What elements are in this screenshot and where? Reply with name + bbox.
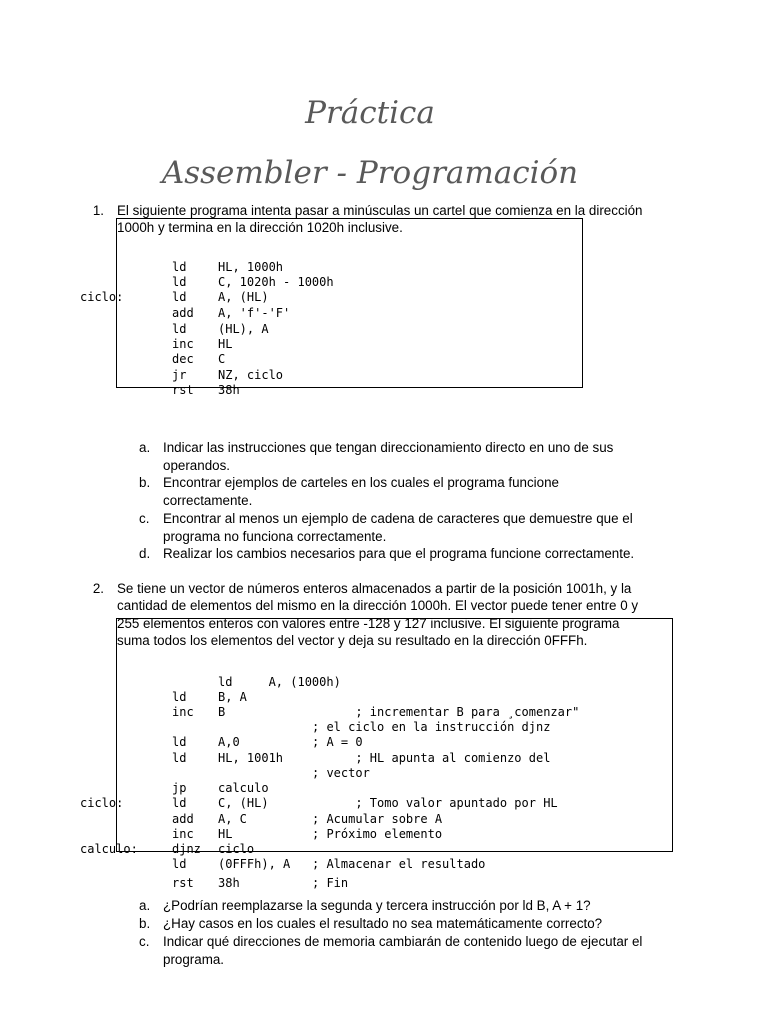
code-operands: A, (HL) <box>218 290 269 304</box>
code-comment: ; incrementar B para ¸comenzar" <box>312 705 580 719</box>
q1-text-line1: El siguiente programa intenta pasar a minúsculas un cartel que comienza en la dirección <box>117 203 643 218</box>
q2-sub-letter: c. <box>139 934 150 949</box>
code-opcode: ld <box>172 735 187 749</box>
code-label: ciclo: <box>80 796 124 810</box>
code-comment: ; HL apunta al comienzo del <box>312 751 551 765</box>
code-operands: HL <box>218 827 233 841</box>
code-operands: A, 'f'-'F' <box>218 306 291 320</box>
code-opcode: inc <box>172 705 194 719</box>
q1-sub-line2: correctamente. <box>163 492 253 508</box>
code-operands: calculo <box>218 781 269 795</box>
code-opcode: djnz <box>172 842 201 856</box>
code-opcode: ld <box>172 275 187 289</box>
q1-text-line2: 1000h y termina en la dirección 1020h inclusive. <box>117 220 403 235</box>
code-comment: ; Próximo elemento <box>312 827 443 841</box>
code-operands: HL, 1001h <box>218 751 284 765</box>
code-operands: B <box>218 705 226 719</box>
code-operands: C, (HL) <box>218 796 269 810</box>
code-operands: 38h <box>218 876 240 890</box>
code-operands: (HL), A <box>218 322 269 336</box>
code-operands: ld A, (1000h) <box>218 675 341 689</box>
q1-sub-line1: Indicar las instrucciones que tengan direccionamiento directo en uno de sus <box>163 440 614 455</box>
code-operands: A,0 <box>218 735 240 749</box>
q2-number: 2. <box>92 581 104 596</box>
q1-sub-letter: d. <box>139 546 151 561</box>
code-operands: (0FFFh), A <box>218 857 291 871</box>
code-comment: ; Fin <box>312 876 349 890</box>
code-operands: C, 1020h - 1000h <box>218 275 334 289</box>
code-opcode: add <box>172 306 194 320</box>
code-opcode: ld <box>172 290 187 304</box>
code-opcode: rst <box>172 383 194 397</box>
code-opcode: add <box>172 812 194 826</box>
q2-sub-line1: ¿Hay casos en los cuales el resultado no sea matemáticamente correcto? <box>163 916 603 931</box>
code-opcode: jp <box>172 781 187 795</box>
code-opcode: dec <box>172 352 194 366</box>
q1-sub-line1: Realizar los cambios necesarios para que el programa funcione correctamente. <box>163 546 635 561</box>
code-comment: ; Tomo valor apuntado por HL <box>312 796 558 810</box>
q2-sub-line1: ¿Podrían reemplazarse la segunda y tercera instrucción por ld B, A + 1? <box>163 898 591 913</box>
code-label: calculo: <box>80 842 138 856</box>
code-comment: ; el ciclo en la instrucción djnz <box>312 720 551 734</box>
code-operands: HL <box>218 337 233 351</box>
code-operands: A, C <box>218 812 247 826</box>
q1-number: 1. <box>92 203 104 218</box>
q2-sub-letter: a. <box>139 898 151 913</box>
code-opcode: jr <box>172 368 187 382</box>
q2-text-line4: suma todos los elementos del vector y deja su resultado en la dirección 0FFFh. <box>117 633 588 648</box>
q1-sub-letter: b. <box>139 475 151 490</box>
title-practica: Práctica <box>305 95 435 131</box>
q1-sub-line2: programa no funciona correctamente. <box>163 528 387 544</box>
code-label: ciclo: <box>80 290 124 304</box>
q1-sub-line1: Encontrar al menos un ejemplo de cadena de caracteres que demuestre que el <box>163 511 633 526</box>
q1-sub-letter: a. <box>139 440 151 455</box>
title-assembler: Assembler - Programación <box>161 155 579 191</box>
code-opcode: ld <box>172 690 187 704</box>
code-opcode: ld <box>172 857 187 871</box>
q2-text-line3: 255 elementos enteros con valores entre -128 y 127 inclusive. El siguiente programa <box>117 616 620 631</box>
code-comment: ; Almacenar el resultado <box>312 857 486 871</box>
code-operands: NZ, ciclo <box>218 368 284 382</box>
code-operands: C <box>218 352 226 366</box>
code-opcode: rst <box>172 876 194 890</box>
code-opcode: ld <box>172 260 187 274</box>
code-opcode: ld <box>172 322 187 336</box>
q2-text-line2: cantidad de elementos del mismo en la dirección 1000h. El vector puede tener entre 0 y <box>117 598 639 613</box>
q1-sub-line1: Encontrar ejemplos de carteles en los cuales el programa funcione <box>163 475 559 490</box>
code-opcode: inc <box>172 827 194 841</box>
code-opcode: inc <box>172 337 194 351</box>
code-operands: 38h <box>218 383 240 397</box>
code-comment: ; vector <box>312 766 370 780</box>
q2-text-line1: Se tiene un vector de números enteros almacenados a partir de la posición 1001h, y la <box>117 581 632 596</box>
code-opcode: ld <box>172 751 187 765</box>
code-operands: B, A <box>218 690 247 704</box>
code-operands: ciclo <box>218 842 255 856</box>
q1-sub-letter: c. <box>139 511 150 526</box>
q2-sub-line2: programa. <box>163 951 225 967</box>
q2-sub-letter: b. <box>139 916 151 931</box>
q1-sub-line2: operandos. <box>163 457 231 473</box>
code-operands: HL, 1000h <box>218 260 284 274</box>
code-comment: ; Acumular sobre A <box>312 812 443 826</box>
code-comment: ; A = 0 <box>312 735 363 749</box>
q2-sub-line1: Indicar qué direcciones de memoria cambiarán de contenido luego de ejecutar el <box>163 934 643 949</box>
code-opcode: ld <box>172 796 187 810</box>
